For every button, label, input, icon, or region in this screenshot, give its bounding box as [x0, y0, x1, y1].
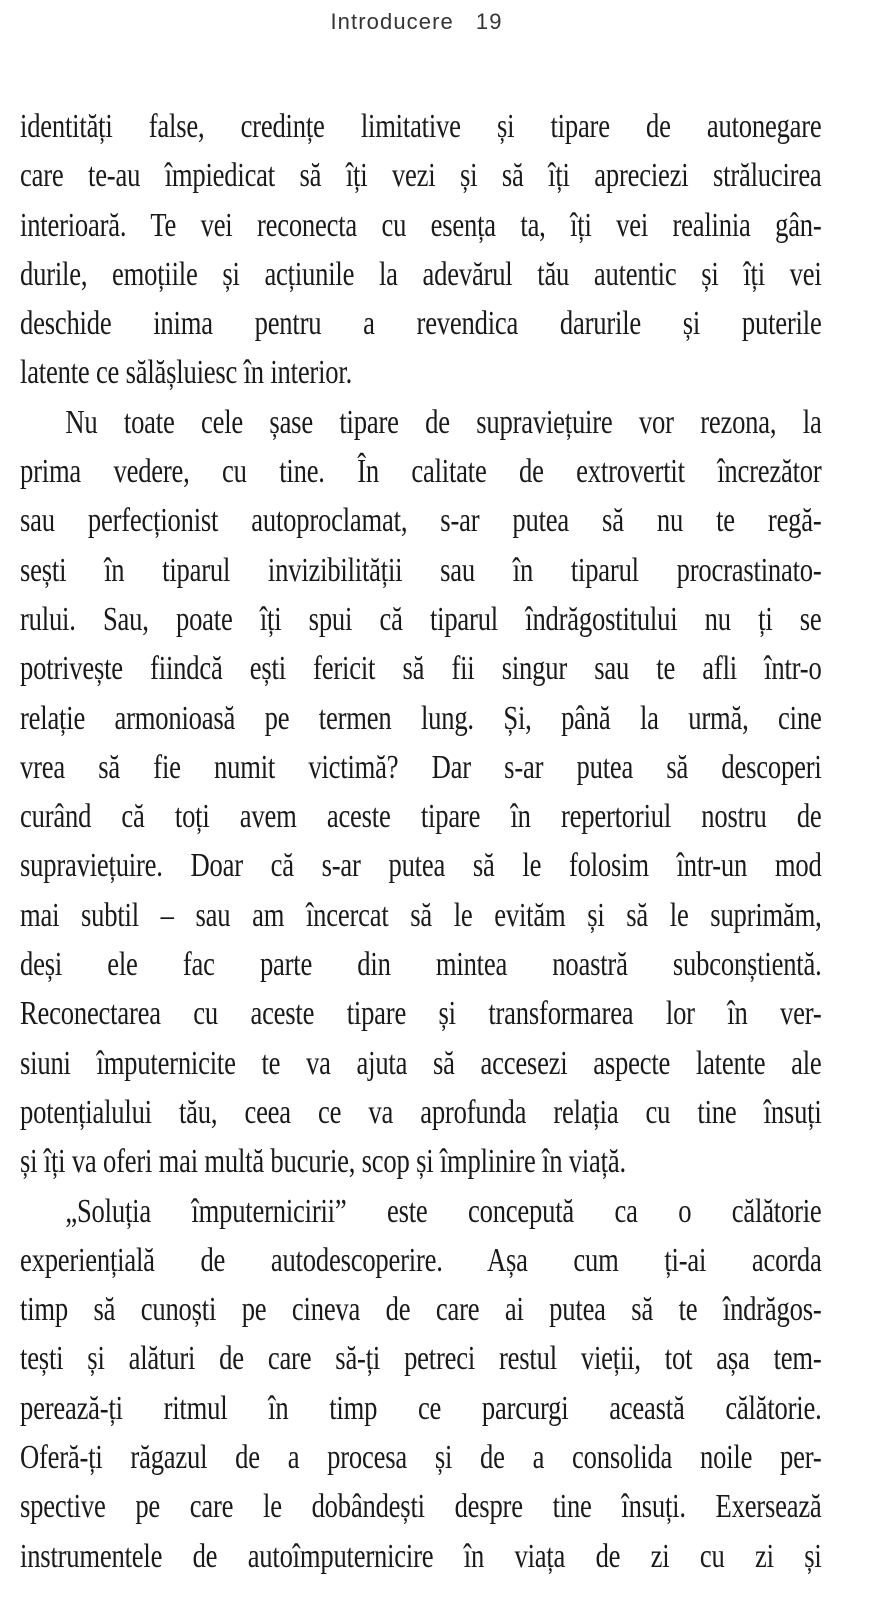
text-line: și îți va oferi mai multă bucurie, scop și împlinire în viață.: [20, 1143, 626, 1181]
text-line: supraviețuire. Doar că s-ar putea să le folosim într-un mod: [20, 847, 822, 885]
text-line: spective pe care le dobândești despre tine însuți. Exersează: [20, 1488, 822, 1526]
text-line: latente ce sălășluiesc în interior.: [20, 354, 353, 392]
page-number: 19: [475, 9, 503, 34]
text-column: [20, 102, 822, 1581]
text-line: tești și alături de care să-ți petreci restul vieții, tot așa tem-: [20, 1340, 822, 1378]
text-line: durile, emoțiile și acțiunile la adevărul tău autentic și îți vei: [20, 255, 822, 293]
text-line: perează-ți ritmul în timp ce parcurgi această călătorie.: [20, 1389, 822, 1427]
page-header: [0, 9, 891, 35]
text-line: Nu toate cele șase tipare de supraviețuire vor rezona, la: [65, 403, 822, 441]
text-line: relație armonioasă pe termen lung. Și, până la urmă, cine: [20, 699, 822, 737]
text-line: potențialului tău, ceea ce va aprofunda relația cu tine însuți: [20, 1093, 822, 1131]
text-line: mai subtil – sau am încercat să le evităm și să le suprimăm,: [20, 896, 822, 934]
text-line: identități false, credințe limitative și tipare de autonegare: [20, 108, 822, 145]
text-line: Reconectarea cu aceste tipare și transformarea lor în ver-: [20, 995, 822, 1033]
text-line: prima vedere, cu tine. În calitate de extrovertit încrezător: [20, 453, 822, 491]
text-line: Oferă-ți răgazul de a procesa și de a consolida noile per-: [20, 1439, 822, 1477]
text-line: experiențială de autodescoperire. Așa cum ți-ai acorda: [20, 1241, 822, 1279]
text-line: instrumentele de autoîmputernicire în viața de zi cu zi și: [20, 1537, 822, 1575]
text-line: care te-au împiedicat să îți vezi și să îți apreciezi strălucirea: [20, 157, 822, 195]
text-line: „Soluția împuternicirii” este concepută ca o călătorie: [65, 1192, 822, 1230]
text-line: siuni împuternicite te va ajuta să accesezi aspecte latente ale: [20, 1044, 822, 1082]
text-line: potrivește fiindcă ești fericit să fii singur sau te afli într-o: [20, 650, 822, 688]
page-header-inner: [0, 9, 862, 35]
text-line: deși ele fac parte din mintea noastră subconștientă.: [20, 946, 822, 984]
text-line: sau perfecționist autoproclamat, s-ar putea să nu te regă-: [20, 502, 822, 540]
text-line: rului. Sau, poate îți spui că tiparul îndrăgostitului nu ți se: [20, 600, 822, 638]
running-head-title: Introducere: [330, 9, 454, 34]
text-line: sești în tiparul invizibilității sau în tiparul procrastinato-: [20, 551, 822, 589]
text-line: curând că toți avem aceste tipare în repertoriul nostru de: [20, 798, 822, 836]
text-line: timp să cunoști pe cineva de care ai putea să te îndrăgos-: [20, 1291, 822, 1329]
text-line: interioară. Te vei reconecta cu esența ta, îți vei realinia gân-: [20, 206, 822, 244]
text-line: deschide inima pentru a revendica darurile și puterile: [20, 305, 822, 343]
text-line: vrea să fie numit victimă? Dar s-ar putea să descoperi: [20, 748, 822, 786]
